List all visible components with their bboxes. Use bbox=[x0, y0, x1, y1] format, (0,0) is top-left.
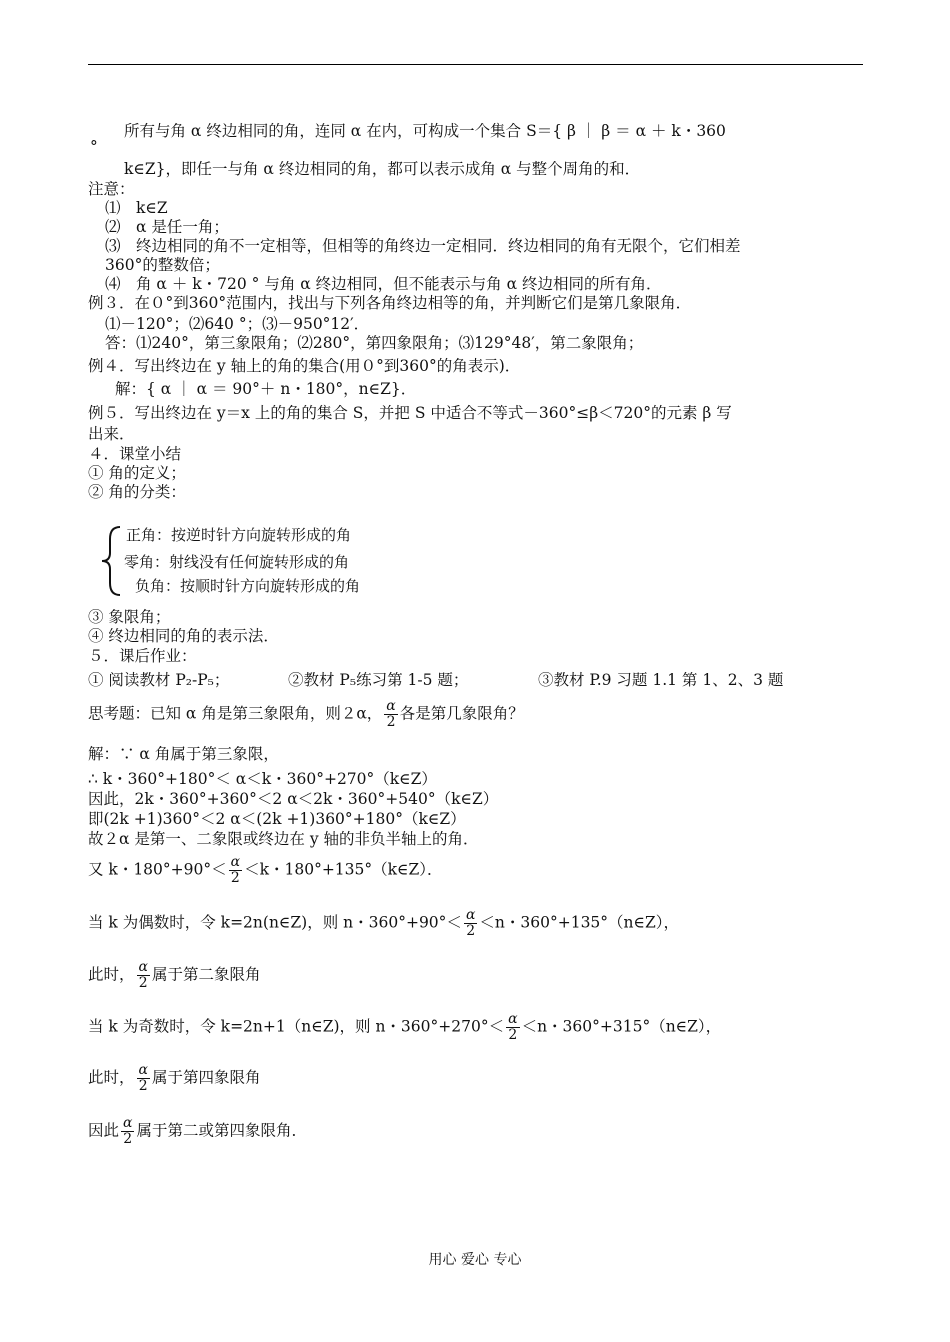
text-line: ° bbox=[90, 138, 98, 156]
header-rule bbox=[88, 64, 863, 65]
text-line: 所有与角 α 终边相同的角，连同 α 在内，可构成一个集合 S＝{ β ｜ β ＝ α ＋ k・360 bbox=[124, 122, 726, 140]
page-footer: 用心 爱心 专心 bbox=[428, 1252, 522, 1268]
question-text: 各是第几象限角？ bbox=[399, 704, 524, 723]
text-line: 因此，2k・360°+360°＜2 α＜2k・360°+540°（k∈Z） bbox=[88, 790, 499, 808]
text-line: ∴ k・360°+180°＜ α＜k・360°+270°（k∈Z） bbox=[88, 770, 437, 788]
category-positive-angle: 正角：按逆时针方向旋转形成的角 bbox=[126, 526, 352, 544]
text-line: ③ 象限角； bbox=[88, 608, 171, 626]
text-line: 例４．写出终边在 y 轴上的角的集合(用０°到360°的角表示)． bbox=[88, 357, 521, 375]
fraction-alpha-over-2: $\frac{\alpha}{2}$ bbox=[230, 854, 241, 886]
text-line: ⑷ 角 α ＋ k・720 ° 与角 α 终边相同，但不能表示与角 α 终边相同的所有角． bbox=[105, 275, 662, 293]
text-line: 注意： bbox=[88, 180, 135, 198]
text-line: ① 角的定义； bbox=[88, 464, 186, 482]
homework-item-1: ① 阅读教材 P₂-P₅； bbox=[88, 671, 230, 689]
homework-item-2: ②教材 P₅练习第 1-5 题； bbox=[288, 671, 469, 689]
curly-brace-icon bbox=[100, 525, 122, 597]
question-text: 思考题：已知 α 角是第三象限角，则２α， bbox=[88, 704, 383, 723]
fraction-alpha-over-2: $\frac{\alpha}{2}$ bbox=[123, 1115, 133, 1147]
text-line: ４．课堂小结 bbox=[88, 445, 182, 463]
text-line: 360°的整数倍； bbox=[105, 256, 220, 274]
text-line: 即(2k +1)360°＜2 α＜(2k +1)360°+180°（k∈Z） bbox=[88, 810, 466, 828]
text-line: ⑴－120°；⑵640 °；⑶－950°12′． bbox=[105, 315, 370, 333]
fraction-alpha-over-2: $\frac{\alpha}{2}$ bbox=[138, 959, 148, 991]
text-line: 解：{ α ｜ α ＝ 90°＋ n・180°，n∈Z}． bbox=[115, 380, 417, 398]
text-line: ⑴ k∈Z bbox=[105, 199, 168, 217]
text-line: ④ 终边相同的角的表示法． bbox=[88, 627, 279, 645]
text-line: 例３．在０°到360°范围内，找出与下列各角终边相等的角，并判断它们是第几象限角． bbox=[88, 294, 692, 312]
text-line: 答：⑴240°，第三象限角；⑵280°，第四象限角；⑶129°48′，第二象限角； bbox=[105, 334, 644, 352]
category-negative-angle: 负角：按顺时针方向旋转形成的角 bbox=[135, 577, 361, 595]
text-line: ５．课后作业： bbox=[88, 647, 197, 665]
solution-line: 因此 $\frac{\alpha}{2}$ 属于第二或第四象限角． bbox=[88, 1115, 307, 1147]
solution-line: 当 k 为偶数时，令 k=2n(n∈Z)，则 n・360°+90°＜ $\frac{\alpha}{2}$ ＜n・360°+135°（n∈Z）， bbox=[88, 907, 680, 939]
solution-line: 此时， $\frac{\alpha}{2}$ 属于第四象限角 bbox=[88, 1062, 261, 1094]
fraction-alpha-over-2: $\frac{\alpha}{2}$ bbox=[508, 1011, 518, 1043]
text-line: ⑶ 终边相同的角不一定相等，但相等的角终边一定相同．终边相同的角有无限个，它们相差 bbox=[105, 237, 741, 255]
text-line: 出来． bbox=[88, 425, 135, 443]
homework-item-3: ③教材 P.9 习题 1.1 第 1、2、3 题 bbox=[538, 671, 784, 689]
text-line: 例５．写出终边在 y＝x 上的角的集合 S，并把 S 中适合不等式－360°≤β＜720°的元素 β 写 bbox=[88, 404, 732, 422]
solution-line: 又 k・180°+90°＜ $\frac{\alpha}{2}$ ＜k・180°+135°（k∈Z）． bbox=[88, 854, 443, 886]
fraction-alpha-over-2: $\frac{\alpha}{2}$ bbox=[386, 698, 396, 730]
text-line: 故２α 是第一、二象限或终边在 y 轴的非负半轴上的角． bbox=[88, 830, 479, 848]
text-line: 解：∵ α 角属于第三象限， bbox=[88, 745, 279, 763]
category-zero-angle: 零角：射线没有任何旋转形成的角 bbox=[124, 553, 350, 571]
fraction-alpha-over-2: $\frac{\alpha}{2}$ bbox=[138, 1062, 148, 1094]
text-line: k∈Z}，即任一与角 α 终边相同的角，都可以表示成角 α 与整个周角的和． bbox=[124, 160, 641, 178]
solution-line: 当 k 为奇数时，令 k=2n+1（n∈Z)，则 n・360°+270°＜ $\frac{\alpha}{2}$ ＜n・360°+315°（n∈Z）， bbox=[88, 1011, 722, 1043]
text-line: ② 角的分类： bbox=[88, 483, 186, 501]
solution-line: 此时， $\frac{\alpha}{2}$ 属于第二象限角 bbox=[88, 959, 261, 991]
fraction-alpha-over-2: $\frac{\alpha}{2}$ bbox=[465, 907, 476, 939]
thinking-question bbox=[88, 699, 524, 730]
text-line: ⑵ α 是任一角； bbox=[105, 218, 229, 236]
